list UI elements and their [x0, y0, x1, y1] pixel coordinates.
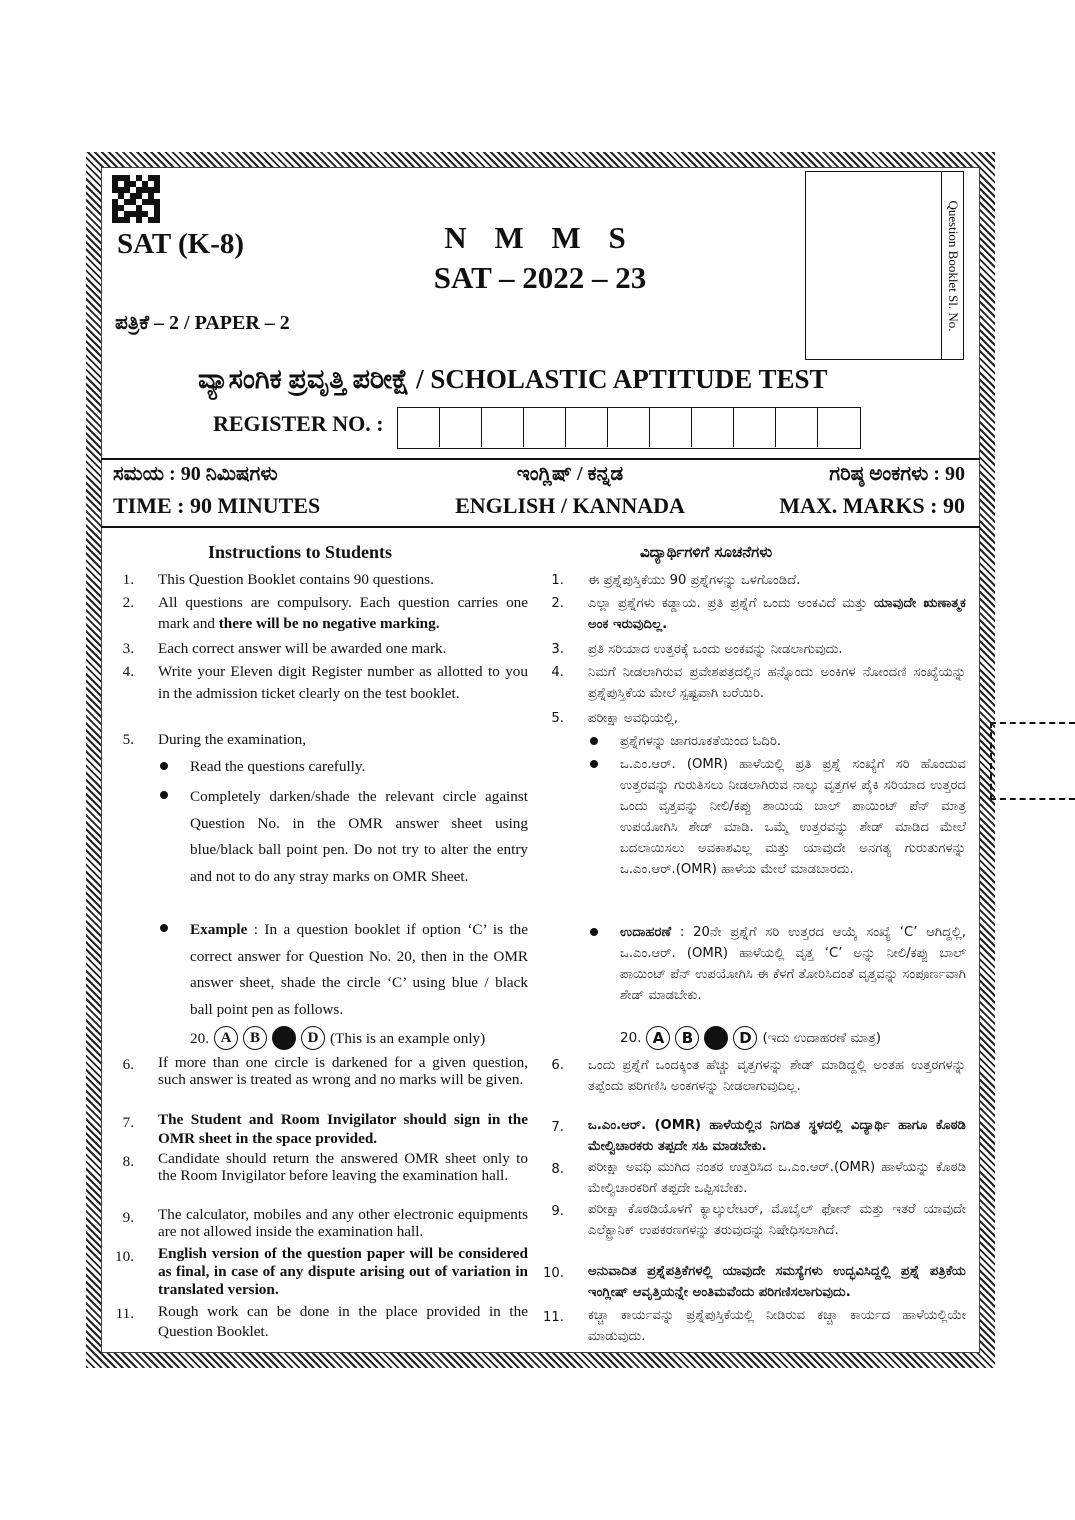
divider: [101, 526, 980, 528]
instruction-4: ನಿಮಗೆ ನೀಡಲಾಗಿರುವ ಪ್ರವೇಶಪತ್ರದಲ್ಲಿನ ಹನ್ನೊಂದು ಅಂಕಿಗಳ ನೋಂದಣಿ ಸಂಖ್ಯೆಯನ್ನು ಪ್ರಶ್ನೆಪುಸ್ತಿಕೆಯ ಮೇಲೆ ಸ್ಪಷ್ಟವಾಗಿ ಬರೆಯಿರಿ.: [588, 665, 966, 701]
option-b-circle: B: [243, 1026, 267, 1050]
register-digit-box[interactable]: [776, 408, 818, 447]
time-english: TIME : 90 MINUTES: [113, 493, 321, 518]
bullet: [160, 791, 168, 799]
item-number: 8.: [122, 1153, 134, 1170]
item-number: 9.: [122, 1209, 134, 1226]
example-answer: [190, 1026, 485, 1050]
instruction-7: The Student and Room Invigilator should sign in the OMR sheet in the space provided.: [158, 1111, 528, 1147]
instruction-7: ಒ.ಎಂ.ಆರ್. (OMR) ಹಾಳೆಯಲ್ಲಿನ ನಿಗದಿತ ಸ್ಥಳದಲ್ಲಿ ವಿದ್ಯಾರ್ಥಿ ಹಾಗೂ ಕೊಠಡಿ ಮೇಲ್ವಿಚಾರಕರು ತಪ್ಪದೇ ಸಹಿ ಮಾಡಬೇಕು.: [588, 1118, 966, 1154]
instruction-10: ಅನುವಾದಿತ ಪ್ರಶ್ನೆಪತ್ರಿಕೆಗಳಲ್ಲಿ ಯಾವುದೇ ಸಮಸ್ಯೆಗಳು ಉದ್ಭವಿಸಿದ್ದಲ್ಲಿ ಪ್ರಶ್ನೆ ಪತ್ರಿಕೆಯ ಇಂಗ್ಲೀಷ್ ಆವೃತ್ತಿಯನ್ನೇ ಅಂತಿಮವೆಂದು ಪರಿಗಣಿಸಲಾಗುವುದು.: [588, 1264, 966, 1300]
instruction-2: [158, 592, 528, 634]
item-number: 8.: [551, 1162, 564, 1177]
item-number: 1.: [551, 573, 564, 588]
instruction-2-bold: ಯಾವುದೇ ಋಣಾತ್ಮಕ ಅಂಕ ಇರುವುದಿಲ್ಲ.: [588, 596, 966, 632]
bullet-1: ಪ್ರಶ್ನೆಗಳನ್ನು ಜಾಗರೂಕತೆಯಿಂದ ಓದಿರಿ.: [620, 734, 782, 749]
instruction-6: ಒಂದು ಪ್ರಶ್ನೆಗೆ ಒಂದಕ್ಕಿಂತ ಹೆಚ್ಚು ವೃತ್ತಗಳನ್ನು ಶೇಡ್ ಮಾಡಿದ್ದಲ್ಲಿ ಅಂತಹ ಉತ್ತರಗಳನ್ನು ತಪ್ಪೆಂದು ಪರಿಗಣಿಸಿ ಅಂಕಗಳನ್ನು ನೀಡಲಾಗುವುದಿಲ್ಲ.: [588, 1058, 966, 1094]
item-number: 3.: [122, 640, 134, 657]
instruction-9: The calculator, mobiles and any other electronic equipments are not allowed inside the examination hall.: [158, 1206, 528, 1240]
bullet-2: ಒ.ಎಂ.ಆರ್. (OMR) ಹಾಳೆಯಲ್ಲಿ ಪ್ರತಿ ಪ್ರಶ್ನೆ ಸಂಖ್ಯೆಗೆ ಸರಿ ಹೊಂದುವ ಉತ್ತರವನ್ನು ಗುರುತಿಸಲು ನೀಡಲಾಗಿರುವ ನಾಲ್ಕು ವೃತ್ತಗಳ ಪೈಕಿ ಸರಿಯಾದ ಉತ್ತರದ ಒಂದು ವೃತ್ತವನ್ನು ನೀಲಿ/ಕಪ್ಪು ಶಾಯಿಯ ಬಾಲ್ ಪಾಯಿಂಟ್ ಪೆನ್ ಮಾತ್ರ ಉಪಯೋಗಿಸಿ ಶೇಡ್ ಮಾಡಿ. ಒಮ್ಮೆ ಉತ್ತರವನ್ನು ಶೇಡ್ ಮಾಡಿದ ಮೇಲೆ ಬದಲಾಯಿಸಲು ಅವಕಾಶವಿಲ್ಲ ಮತ್ತು ಯಾವುದೇ ಅನಗತ್ಯ ಗುರುತುಗಳನ್ನು ಒ.ಎಂ.ಆರ್.(OMR) ಹಾಳೆಯ ಮೇಲೆ ಮಾಡಬಾರದು.: [620, 757, 966, 877]
example-note: (This is an example only): [329, 1029, 486, 1047]
qr-code: [112, 175, 160, 223]
register-digit-box[interactable]: [650, 408, 692, 447]
serial-number-box[interactable]: [805, 171, 942, 360]
english-heading: Instructions to Students: [208, 542, 393, 562]
item-number: 6.: [551, 1058, 564, 1073]
cut-line-marker: [990, 722, 1075, 800]
serial-label: [942, 171, 964, 360]
example-note: (ಇದು ಉದಾಹರಣೆ ಮಾತ್ರ): [762, 1029, 882, 1046]
item-number: 3.: [551, 642, 564, 657]
option-d-circle: D: [301, 1026, 325, 1050]
test-title: ವ್ಯಾಸಂಗಿಕ ಪ್ರವೃತ್ತಿ ಪರೀಕ್ಷೆ / SCHOLASTIC APTITUDE TEST: [198, 364, 828, 394]
instruction-1: This Question Booklet contains 90 questions.: [158, 571, 434, 588]
example-answer: [620, 1026, 881, 1050]
instruction-2: [588, 593, 966, 635]
item-number: 4.: [551, 665, 564, 680]
time-kannada: ಸಮಯ : 90 ನಿಮಿಷಗಳು: [113, 463, 278, 485]
instruction-2-text: ಎಲ್ಲಾ ಪ್ರಶ್ನೆಗಳು ಕಡ್ಡಾಯ. ಪ್ರತಿ ಪ್ರಶ್ನೆಗೆ ಒಂದು ಅಂಕವಿದೆ ಮತ್ತು: [588, 596, 874, 611]
register-digit-box[interactable]: [398, 408, 440, 447]
register-digit-box[interactable]: [692, 408, 734, 447]
item-number: 2.: [122, 594, 134, 611]
bullet-2: Completely darken/shade the relevant circle against Question No. in the OMR answer sheet using blue/black ball point pen. Do not try to alter the entry and not to do any stray marks on OMR Sheet.: [190, 788, 528, 885]
item-number: 5.: [551, 711, 564, 726]
kannada-heading: ವಿದ್ಯಾರ್ಥಿಗಳಿಗೆ ಸೂಚನೆಗಳು: [640, 543, 773, 561]
bullet: [590, 928, 598, 936]
register-digit-box[interactable]: [818, 408, 860, 447]
register-digit-box[interactable]: [734, 408, 776, 447]
exam-year: SAT – 2022 – 23: [433, 260, 647, 295]
divider: [101, 458, 980, 460]
item-number: 2.: [551, 596, 564, 611]
instruction-1: ಈ ಪ್ರಶ್ನೆಪುಸ್ತಿಕೆಯು 90 ಪ್ರಶ್ನೆಗಳನ್ನು ಒಳಗೊಂಡಿದೆ.: [588, 573, 801, 588]
bullet: [160, 924, 168, 932]
bullet: [590, 737, 598, 745]
exam-name: N M M S: [444, 220, 636, 255]
item-number: 11.: [543, 1310, 564, 1325]
register-number-boxes[interactable]: [397, 407, 861, 449]
item-number: 4.: [122, 663, 134, 680]
item-number: 10.: [543, 1266, 564, 1281]
serial-label-text: Question Booklet Sl. No.: [946, 199, 961, 332]
item-number: 10.: [115, 1248, 134, 1265]
instruction-10: English version of the question paper will be considered as final, in case of any dispute arising out of variation in translated version.: [158, 1245, 528, 1298]
bullet-1: Read the questions carefully.: [190, 758, 366, 775]
example-number: 20.: [190, 1029, 209, 1047]
paper-label: ಪತ್ರಿಕೆ – 2 / PAPER – 2: [115, 312, 290, 334]
marks-kannada: ಗರಿಷ್ಠ ಅಂಕಗಳು : 90: [829, 463, 965, 485]
option-a-circle: A: [214, 1026, 238, 1050]
register-digit-box[interactable]: [482, 408, 524, 447]
instruction-9: ಪರೀಕ್ಷಾ ಕೊಠಡಿಯೊಳಗೆ ಕ್ಯಾಲ್ಕುಲೇಟರ್, ಮೊಬೈಲ್ ಫೋನ್ ಮತ್ತು ಇತರೆ ಯಾವುದೇ ಎಲೆಕ್ಟ್ರಾನಿಕ್ ಉಪಕರಣಗಳನ್ನು ತರುವುದನ್ನು ನಿಷೇಧಿಸಲಾಗಿದೆ.: [588, 1202, 966, 1238]
item-number: 11.: [115, 1305, 134, 1322]
instruction-2-text: All questions are compulsory. Each question carries one mark and: [158, 594, 528, 632]
option-c-filled-circle: [272, 1026, 296, 1050]
example-text: : 20ನೇ ಪ್ರಶ್ನೆಗೆ ಸರಿ ಉತ್ತರದ ಆಯ್ಕೆ ಸಂಖ್ಯೆ ‘C’ ಆಗಿದ್ದಲ್ಲಿ, ಒ.ಎಂ.ಆರ್. (OMR) ಹಾಳೆಯಲ್ಲಿ ವೃತ್ತ ‘C’ ಅನ್ನು ನೀಲಿ/ಕಪ್ಪು ಬಾಲ್ ಪಾಯಿಂಟ್ ಪೆನ್ ಉಪಯೋಗಿಸಿ ಈ ಕೆಳಗೆ ತೋರಿಸಿದಂತೆ ವೃತ್ತವನ್ನು ಸಂಪೂರ್ಣವಾಗಿ ಶೇಡ್ ಮಾಡಬೇಕು.: [620, 925, 966, 1003]
bullet-3: [620, 922, 966, 1006]
instruction-3: Each correct answer will be awarded one mark.: [158, 640, 447, 657]
bullet-3: [190, 917, 528, 1023]
language-kannada: ಇಂಗ್ಲಿಷ್ / ಕನ್ನಡ: [516, 463, 624, 485]
instruction-3: ಪ್ರತಿ ಸರಿಯಾದ ಉತ್ತರಕ್ಕೆ ಒಂದು ಅಂಕವನ್ನು ನೀಡಲಾಗುವುದು.: [588, 642, 843, 657]
item-number: 1.: [122, 571, 134, 588]
item-number: 7.: [551, 1120, 564, 1135]
instruction-11: ಕಚ್ಚಾ ಕಾರ್ಯವನ್ನು ಪ್ರಶ್ನೆಪುಸ್ತಿಕೆಯಲ್ಲಿ ನೀಡಿರುವ ಕಚ್ಚಾ ಕಾರ್ಯದ ಹಾಳೆಯಲ್ಲಿಯೇ ಮಾಡುವುದು.: [588, 1308, 966, 1344]
register-digit-box[interactable]: [608, 408, 650, 447]
option-d-circle: D: [733, 1026, 757, 1050]
option-a-circle: A: [646, 1026, 670, 1050]
language-english: ENGLISH / KANNADA: [455, 493, 685, 518]
option-c-filled-circle: [704, 1026, 728, 1050]
bullet: [590, 760, 598, 768]
instruction-5: ಪರೀಕ್ಷಾ ಅವಧಿಯಲ್ಲಿ,: [588, 711, 679, 726]
item-number: 9.: [551, 1204, 564, 1219]
example-text: : In a question booklet if option ‘C’ is the correct answer for Question No. 20, then in the OMR answer sheet, shade the circle ‘C’ using blue / black ball point pen as follows.: [190, 921, 528, 1018]
example-number: 20.: [620, 1029, 642, 1046]
instruction-5: During the examination,: [158, 731, 307, 748]
item-number: 5.: [122, 731, 134, 748]
marks-english: MAX. MARKS : 90: [779, 493, 965, 518]
sat-code: SAT (K-8): [117, 228, 245, 260]
instruction-8: ಪರೀಕ್ಷಾ ಅವಧಿ ಮುಗಿದ ನಂತರ ಉತ್ತರಿಸಿದ ಒ.ಎಂ.ಆರ್.(OMR) ಹಾಳೆಯನ್ನು ಕೊಠಡಿ ಮೇಲ್ವಿಚಾರಕರಿಗೆ ತಪ್ಪದೇ ಒಪ್ಪಿಸಬೇಕು.: [588, 1160, 966, 1196]
example-label: ಉದಾಹರಣೆ: [620, 925, 672, 940]
example-label: Example: [190, 921, 248, 938]
bullet: [160, 762, 168, 770]
instruction-6: If more than one circle is darkened for a given question, such answer is treated as wrong and no marks will be given.: [158, 1054, 528, 1088]
register-label: REGISTER NO. :: [213, 411, 384, 436]
instruction-2-bold: there will be no negative marking.: [218, 615, 440, 632]
instruction-8: Candidate should return the answered OMR sheet only to the Room Invigilator before leaving the examination hall.: [158, 1150, 528, 1184]
instruction-4: Write your Eleven digit Register number as allotted to you in the admission ticket clearly on the test booklet.: [158, 663, 528, 702]
register-digit-box[interactable]: [566, 408, 608, 447]
register-digit-box[interactable]: [524, 408, 566, 447]
register-digit-box[interactable]: [440, 408, 482, 447]
option-b-circle: B: [675, 1026, 699, 1050]
item-number: 6.: [122, 1056, 134, 1073]
item-number: 7.: [122, 1114, 134, 1131]
instruction-11: Rough work can be done in the place provided in the Question Booklet.: [158, 1303, 528, 1340]
